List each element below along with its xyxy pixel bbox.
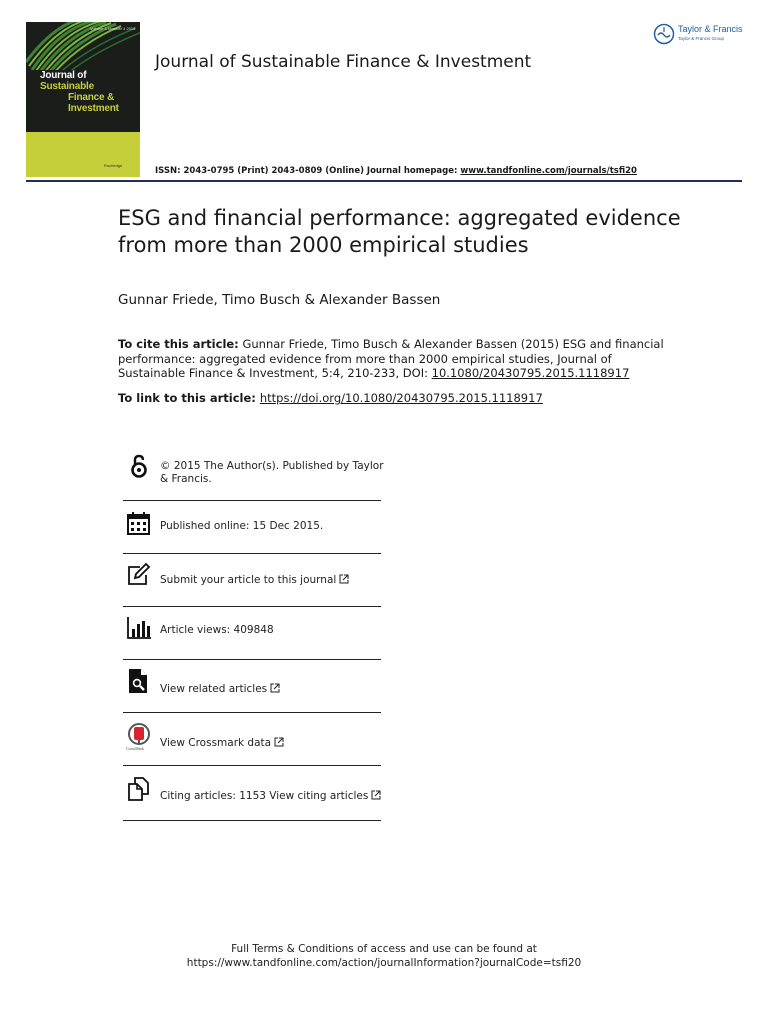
journal-homepage-link[interactable]: www.tandfonline.com/journals/tsfi20	[460, 166, 637, 176]
external-link-icon	[274, 737, 284, 747]
related-text	[160, 683, 385, 696]
publisher-logo-group: Taylor & Francis Group	[678, 36, 725, 41]
header-rule	[26, 180, 742, 182]
bar-chart-icon	[126, 615, 152, 641]
journal-cover	[26, 22, 140, 177]
journal-name: Journal of Sustainable Finance & Investment	[155, 52, 532, 72]
article-title: ESG and financial performance: aggregated evidence from more than 2000 empirical studies	[118, 206, 681, 257]
calendar-icon	[126, 511, 152, 537]
link-label: To link to this article:	[118, 391, 260, 405]
footer-terms-link[interactable]: https://www.tandfonline.com/action/journalInformation?journalCode=tsfi20	[186, 956, 582, 969]
cite-text: Gunnar Friede, Timo Busch & Alexander Bassen (2015) ESG and financial performance: aggregated evidence from more than 2000 empirical studies, Journal of Sustainable Finance & Investment, 5:4, 210-233, DOI:	[118, 337, 664, 380]
submit-label[interactable]: Submit your article to this journal	[160, 574, 337, 586]
citing-label[interactable]: Citing articles: 1153 View citing articles	[160, 790, 369, 802]
views-text: Article views: 409848	[160, 624, 274, 636]
search-document-icon	[126, 668, 152, 694]
article-authors: Gunnar Friede, Timo Busch & Alexander Bassen	[118, 292, 441, 308]
crossmark-row[interactable]	[123, 713, 381, 766]
cover-volume: Volume 5 Number 4 2015	[90, 26, 136, 31]
cover-title: Journal of Sustainable Finance & Investment	[40, 70, 119, 114]
cite-label: To cite this article:	[118, 337, 239, 351]
copyright-row	[123, 448, 384, 501]
taylor-francis-logo-icon	[653, 23, 675, 45]
footer-line-1: Full Terms & Conditions of access and use can be found at	[231, 943, 537, 955]
published-text: Published online: 15 Dec 2015.	[160, 520, 324, 532]
crossmark-caption: CrossMark	[126, 746, 144, 751]
cover-publisher: Routledge	[104, 163, 123, 168]
issn-text: ISSN: 2043-0795 (Print) 2043-0809 (Online) Journal homepage:	[155, 166, 461, 176]
crossmark-text	[160, 737, 385, 750]
submit-text	[160, 574, 385, 587]
open-access-icon	[126, 454, 152, 480]
article-info-list	[123, 448, 384, 821]
article-link-line	[118, 391, 543, 405]
external-link-icon	[339, 574, 349, 584]
copyright-text: © 2015 The Author(s). Published by Taylor & Francis.	[160, 460, 384, 485]
cite-doi-link[interactable]: 10.1080/20430795.2015.1118917	[431, 366, 630, 380]
submit-row[interactable]	[123, 554, 381, 607]
related-row[interactable]	[123, 660, 381, 713]
publisher-logo	[653, 22, 748, 46]
citing-text	[160, 790, 385, 803]
edit-icon	[126, 563, 152, 589]
citing-row[interactable]	[123, 766, 381, 821]
citing-icon	[126, 776, 152, 802]
citation-block	[118, 337, 678, 381]
external-link-icon	[371, 790, 381, 800]
published-row	[123, 501, 381, 554]
views-row	[123, 607, 381, 660]
crossmark-label[interactable]: View Crossmark data	[160, 737, 272, 749]
issn-line	[155, 166, 637, 176]
publisher-logo-name: Taylor & Francis	[678, 24, 743, 34]
external-link-icon	[270, 683, 280, 693]
related-label[interactable]: View related articles	[160, 683, 268, 695]
footer	[0, 943, 768, 970]
article-doi-link[interactable]: https://doi.org/10.1080/20430795.2015.1118917	[259, 391, 543, 405]
